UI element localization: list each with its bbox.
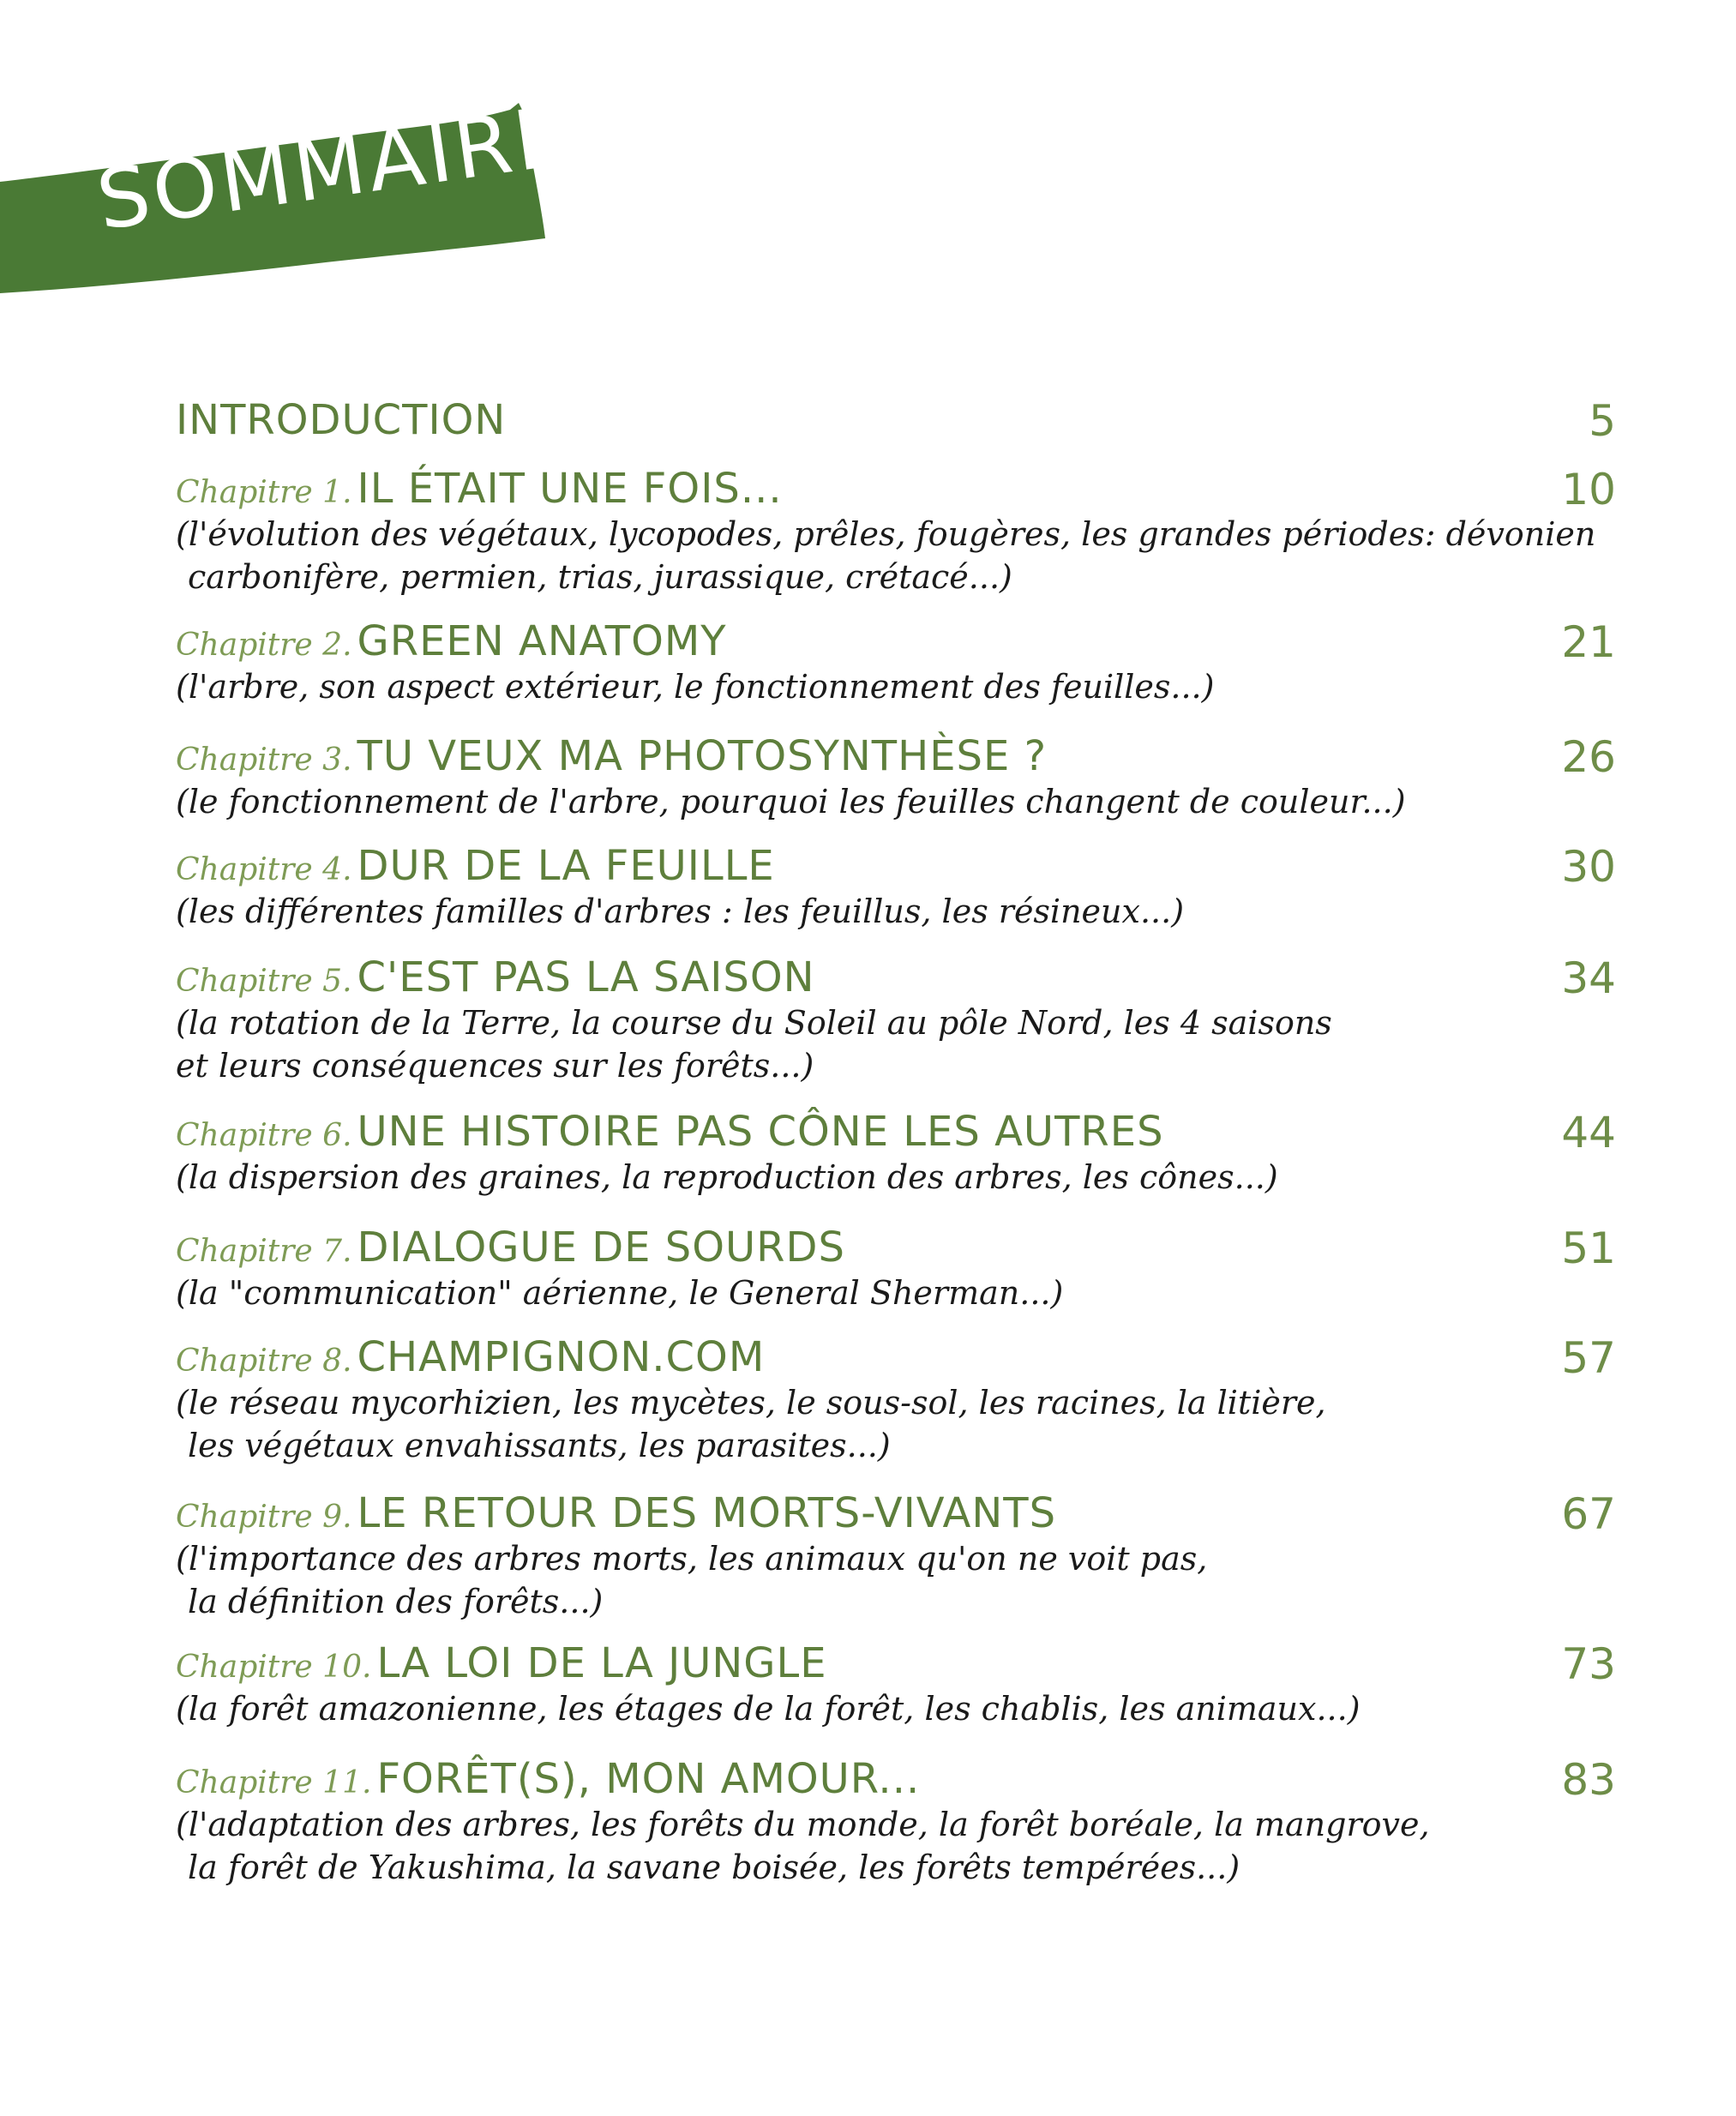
- chapter-description: [176, 890, 1616, 933]
- chapter-title: TU VEUX MA PHOTOSYNTHÈSE ?: [357, 732, 1048, 780]
- toc-entry-chapter-2: [176, 617, 1616, 708]
- chapter-description: [176, 780, 1616, 823]
- description-line: (l'adaptation des arbres, les forêts du monde, la forêt boréale, la mangrove,: [176, 1806, 1430, 1843]
- description-line: (l'arbre, son aspect extérieur, le fonctionnement des feuilles...): [176, 668, 1215, 706]
- chapter-description: [176, 1803, 1616, 1889]
- description-line: carbonifère, permien, trias, jurassique, crétacé...): [188, 558, 1012, 596]
- chapter-title: GREEN ANATOMY: [357, 617, 727, 665]
- description-line: (le fonctionnement de l'arbre, pourquoi les feuilles changent de couleur...): [176, 783, 1406, 821]
- chapter-page-number: 73: [1561, 1639, 1616, 1689]
- description-line: (la rotation de la Terre, la course du Soleil au pôle Nord, les 4 saisons: [176, 1004, 1332, 1042]
- description-line: (le réseau mycorhizien, les mycètes, le sous-sol, les racines, la litière,: [176, 1384, 1326, 1422]
- toc-entry-chapter-9: [176, 1489, 1616, 1623]
- chapter-label: Chapitre 10.: [176, 1650, 372, 1685]
- description-line: (la dispersion des graines, la reproduction des arbres, les cônes...): [176, 1158, 1278, 1196]
- chapter-description: [176, 1687, 1616, 1730]
- chapter-label: Chapitre 3.: [176, 742, 352, 778]
- toc-entry-chapter-10: [176, 1639, 1616, 1730]
- chapter-description: [176, 665, 1616, 708]
- toc-entry-chapter-1: [176, 465, 1616, 598]
- toc-entry-chapter-4: [176, 842, 1616, 933]
- chapter-label: Chapitre 9.: [176, 1500, 352, 1535]
- description-line: la forêt de Yakushima, la savane boisée, les forêts tempérées...): [188, 1848, 1240, 1886]
- chapter-title: DIALOGUE DE SOURDS: [357, 1223, 845, 1271]
- chapter-page-number: 10: [1561, 465, 1616, 514]
- chapter-label: Chapitre 11.: [176, 1765, 372, 1800]
- toc-entry-introduction: [176, 396, 1616, 444]
- chapter-title: UNE HISTOIRE PAS CÔNE LES AUTRES: [357, 1108, 1164, 1156]
- chapter-description: [176, 1537, 1616, 1623]
- chapter-title: DUR DE LA FEUILLE: [357, 842, 775, 890]
- description-line: (l'importance des arbres morts, les animaux qu'on ne voit pas,: [176, 1540, 1208, 1578]
- page-title: SOMMAIRE: [91, 87, 577, 249]
- chapter-description: [176, 1381, 1616, 1467]
- introduction-page-number: 5: [1589, 396, 1616, 446]
- chapter-page-number: 44: [1561, 1108, 1616, 1157]
- chapter-page-number: 83: [1561, 1755, 1616, 1805]
- chapter-page-number: 51: [1561, 1223, 1616, 1273]
- toc-entry-chapter-11: [176, 1755, 1616, 1889]
- chapter-page-number: 30: [1561, 842, 1616, 892]
- chapter-title: IL ÉTAIT UNE FOIS...: [357, 465, 783, 513]
- chapter-title: CHAMPIGNON.COM: [357, 1333, 766, 1381]
- chapter-title: LE RETOUR DES MORTS-VIVANTS: [357, 1489, 1057, 1537]
- chapter-description: [176, 1271, 1616, 1314]
- toc-entry-chapter-7: [176, 1223, 1616, 1314]
- chapter-page-number: 57: [1561, 1333, 1616, 1383]
- chapter-description: [176, 1156, 1616, 1199]
- chapter-page-number: 34: [1561, 953, 1616, 1003]
- description-line: les végétaux envahissants, les parasites...): [188, 1427, 891, 1464]
- chapter-title: FORÊT(S), MON AMOUR...: [376, 1755, 921, 1803]
- description-line: (la forêt amazonienne, les étages de la forêt, les chablis, les animaux...): [176, 1690, 1361, 1728]
- chapter-label: Chapitre 7.: [176, 1234, 352, 1269]
- description-line: (les différentes familles d'arbres : les feuillus, les résineux...): [176, 893, 1185, 930]
- chapter-description: [176, 513, 1616, 598]
- description-line: et leurs conséquences sur les forêts...): [176, 1047, 814, 1085]
- toc-entry-chapter-3: [176, 732, 1616, 823]
- toc-entry-chapter-8: [176, 1333, 1616, 1467]
- chapter-title: LA LOI DE LA JUNGLE: [376, 1639, 827, 1687]
- description-line: (la "communication" aérienne, le General Sherman...): [176, 1274, 1064, 1312]
- description-line: (l'évolution des végétaux, lycopodes, prêles, fougères, les grandes périodes: dévonien: [176, 515, 1596, 553]
- chapter-label: Chapitre 5.: [176, 964, 352, 999]
- chapter-label: Chapitre 2.: [176, 628, 352, 663]
- chapter-description: [176, 1001, 1616, 1087]
- chapter-label: Chapitre 1.: [176, 475, 352, 510]
- chapter-label: Chapitre 4.: [176, 852, 352, 887]
- toc-entry-chapter-6: [176, 1108, 1616, 1199]
- chapter-page-number: 26: [1561, 732, 1616, 782]
- chapter-title: C'EST PAS LA SAISON: [357, 953, 815, 1001]
- chapter-label: Chapitre 8.: [176, 1344, 352, 1379]
- chapter-page-number: 21: [1561, 617, 1616, 667]
- description-line: la définition des forêts...): [188, 1583, 604, 1620]
- introduction-title: INTRODUCTION: [176, 396, 507, 444]
- chapter-label: Chapitre 6.: [176, 1118, 352, 1153]
- toc-entry-chapter-5: [176, 953, 1616, 1087]
- chapter-page-number: 67: [1561, 1489, 1616, 1539]
